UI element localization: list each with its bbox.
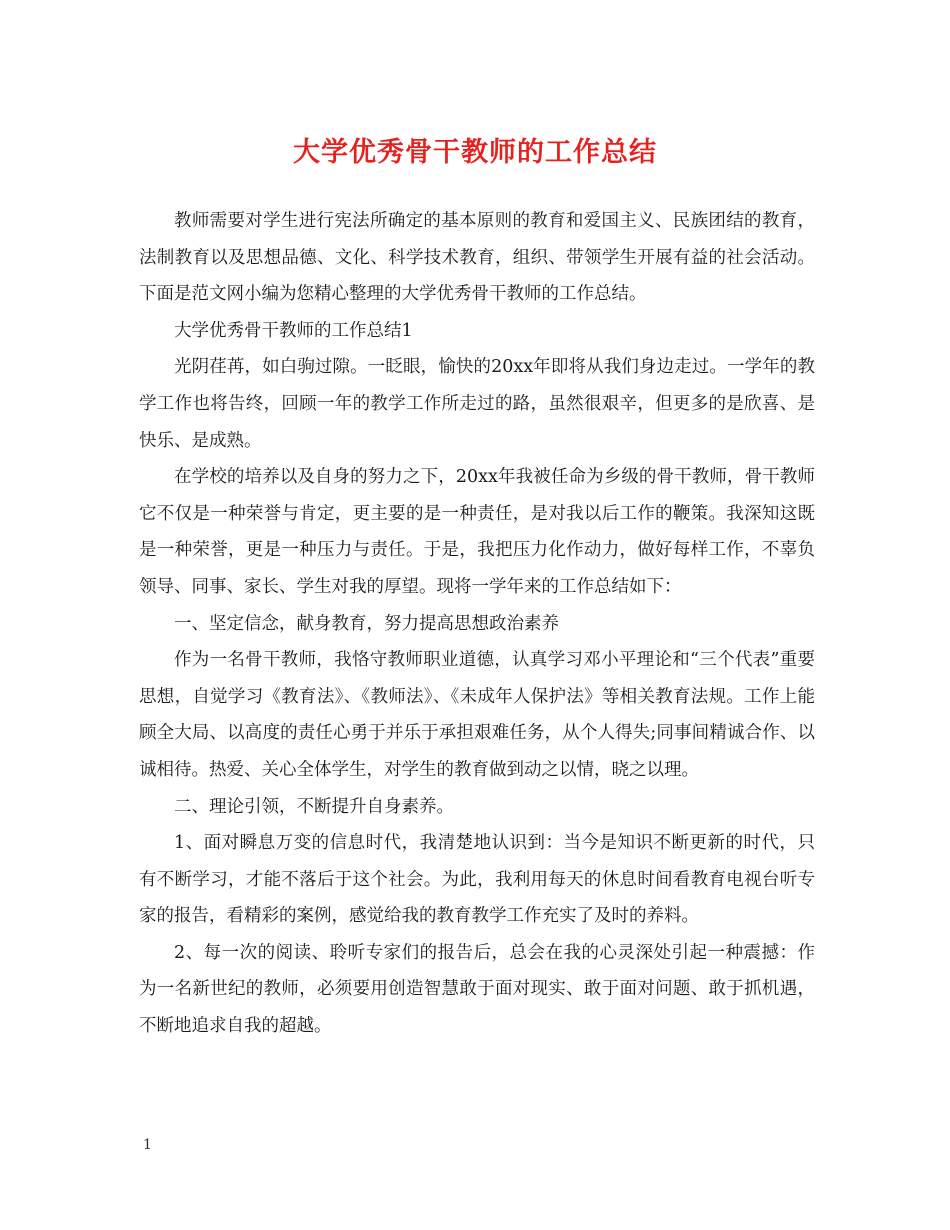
document-title: 大学优秀骨干教师的工作总结 — [293, 137, 657, 168]
body-paragraph: 1、面对瞬息万变的信息时代，我清楚地认识到：当今是知识不断更新的时代，只有不断学习，才能不落后于这个社会。为此，我利用每天的休息时间看教育电视台听专家的报告，看精彩的案例，感觉给我的教育教学工作充实了及时的养料。 — [139, 833, 815, 927]
document-body — [139, 203, 815, 1045]
body-paragraph: 作为一名骨干教师，我恪守教师职业道德，认真学习邓小平理论和“三个代表”重要思想，自觉学习《教育法》、《教师法》、《未成年人保护法》等相关教育法规。工作上能顾全大局、以高度的责任心勇于并乐于承担艰难任务，从个人得失;同事间精诚合作、以诚相待。热爱、关心全体学生，对学生的教育做到动之以情，晓之以理。 — [139, 650, 815, 780]
body-paragraph: 光阴荏苒，如白驹过隙。一眨眼，愉快的20xx年即将从我们身边走过。一学年的教学工作也将告终，回顾一年的教学工作所走过的路，虽然很艰辛，但更多的是欣喜、是快乐、是成熟。 — [139, 357, 815, 451]
intro-paragraph: 教师需要对学生进行宪法所确定的基本原则的教育和爱国主义、民族团结的教育，法制教育以及思想品德、文化、科学技术教育，组织、带领学生开展有益的社会活动。下面是范文网小编为您精心整理的大学优秀骨干教师的工作总结。 — [139, 211, 815, 305]
body-paragraph: 2、每一次的阅读、聆听专家们的报告后，总会在我的心灵深处引起一种震撼：作为一名新世纪的教师，必须要用创造智慧敢于面对现实、敢于面对问题、敢于抓机遇，不断地追求自我的超越。 — [139, 942, 815, 1037]
section-heading: 二、理论引领，不断提升自身素养。 — [174, 796, 454, 817]
body-paragraph: 在学校的培养以及自身的努力之下，20xx年我被任命为乡级的骨干教师，骨干教师它不仅是一种荣誉与肯定，更主要的是一种责任，是对我以后工作的鞭策。我深知这既是一种荣誉，更是一种压力与责任。于是，我把压力化作动力，做好每样工作，不辜负领导、同事、家长、学生对我的厚望。现将一学年来的工作总结如下： — [139, 467, 815, 597]
section-heading: 一、坚定信念，献身教育，努力提高思想政治素养 — [174, 613, 559, 634]
page-number: 1 — [143, 1137, 152, 1153]
section-heading: 大学优秀骨干教师的工作总结1 — [174, 320, 413, 341]
